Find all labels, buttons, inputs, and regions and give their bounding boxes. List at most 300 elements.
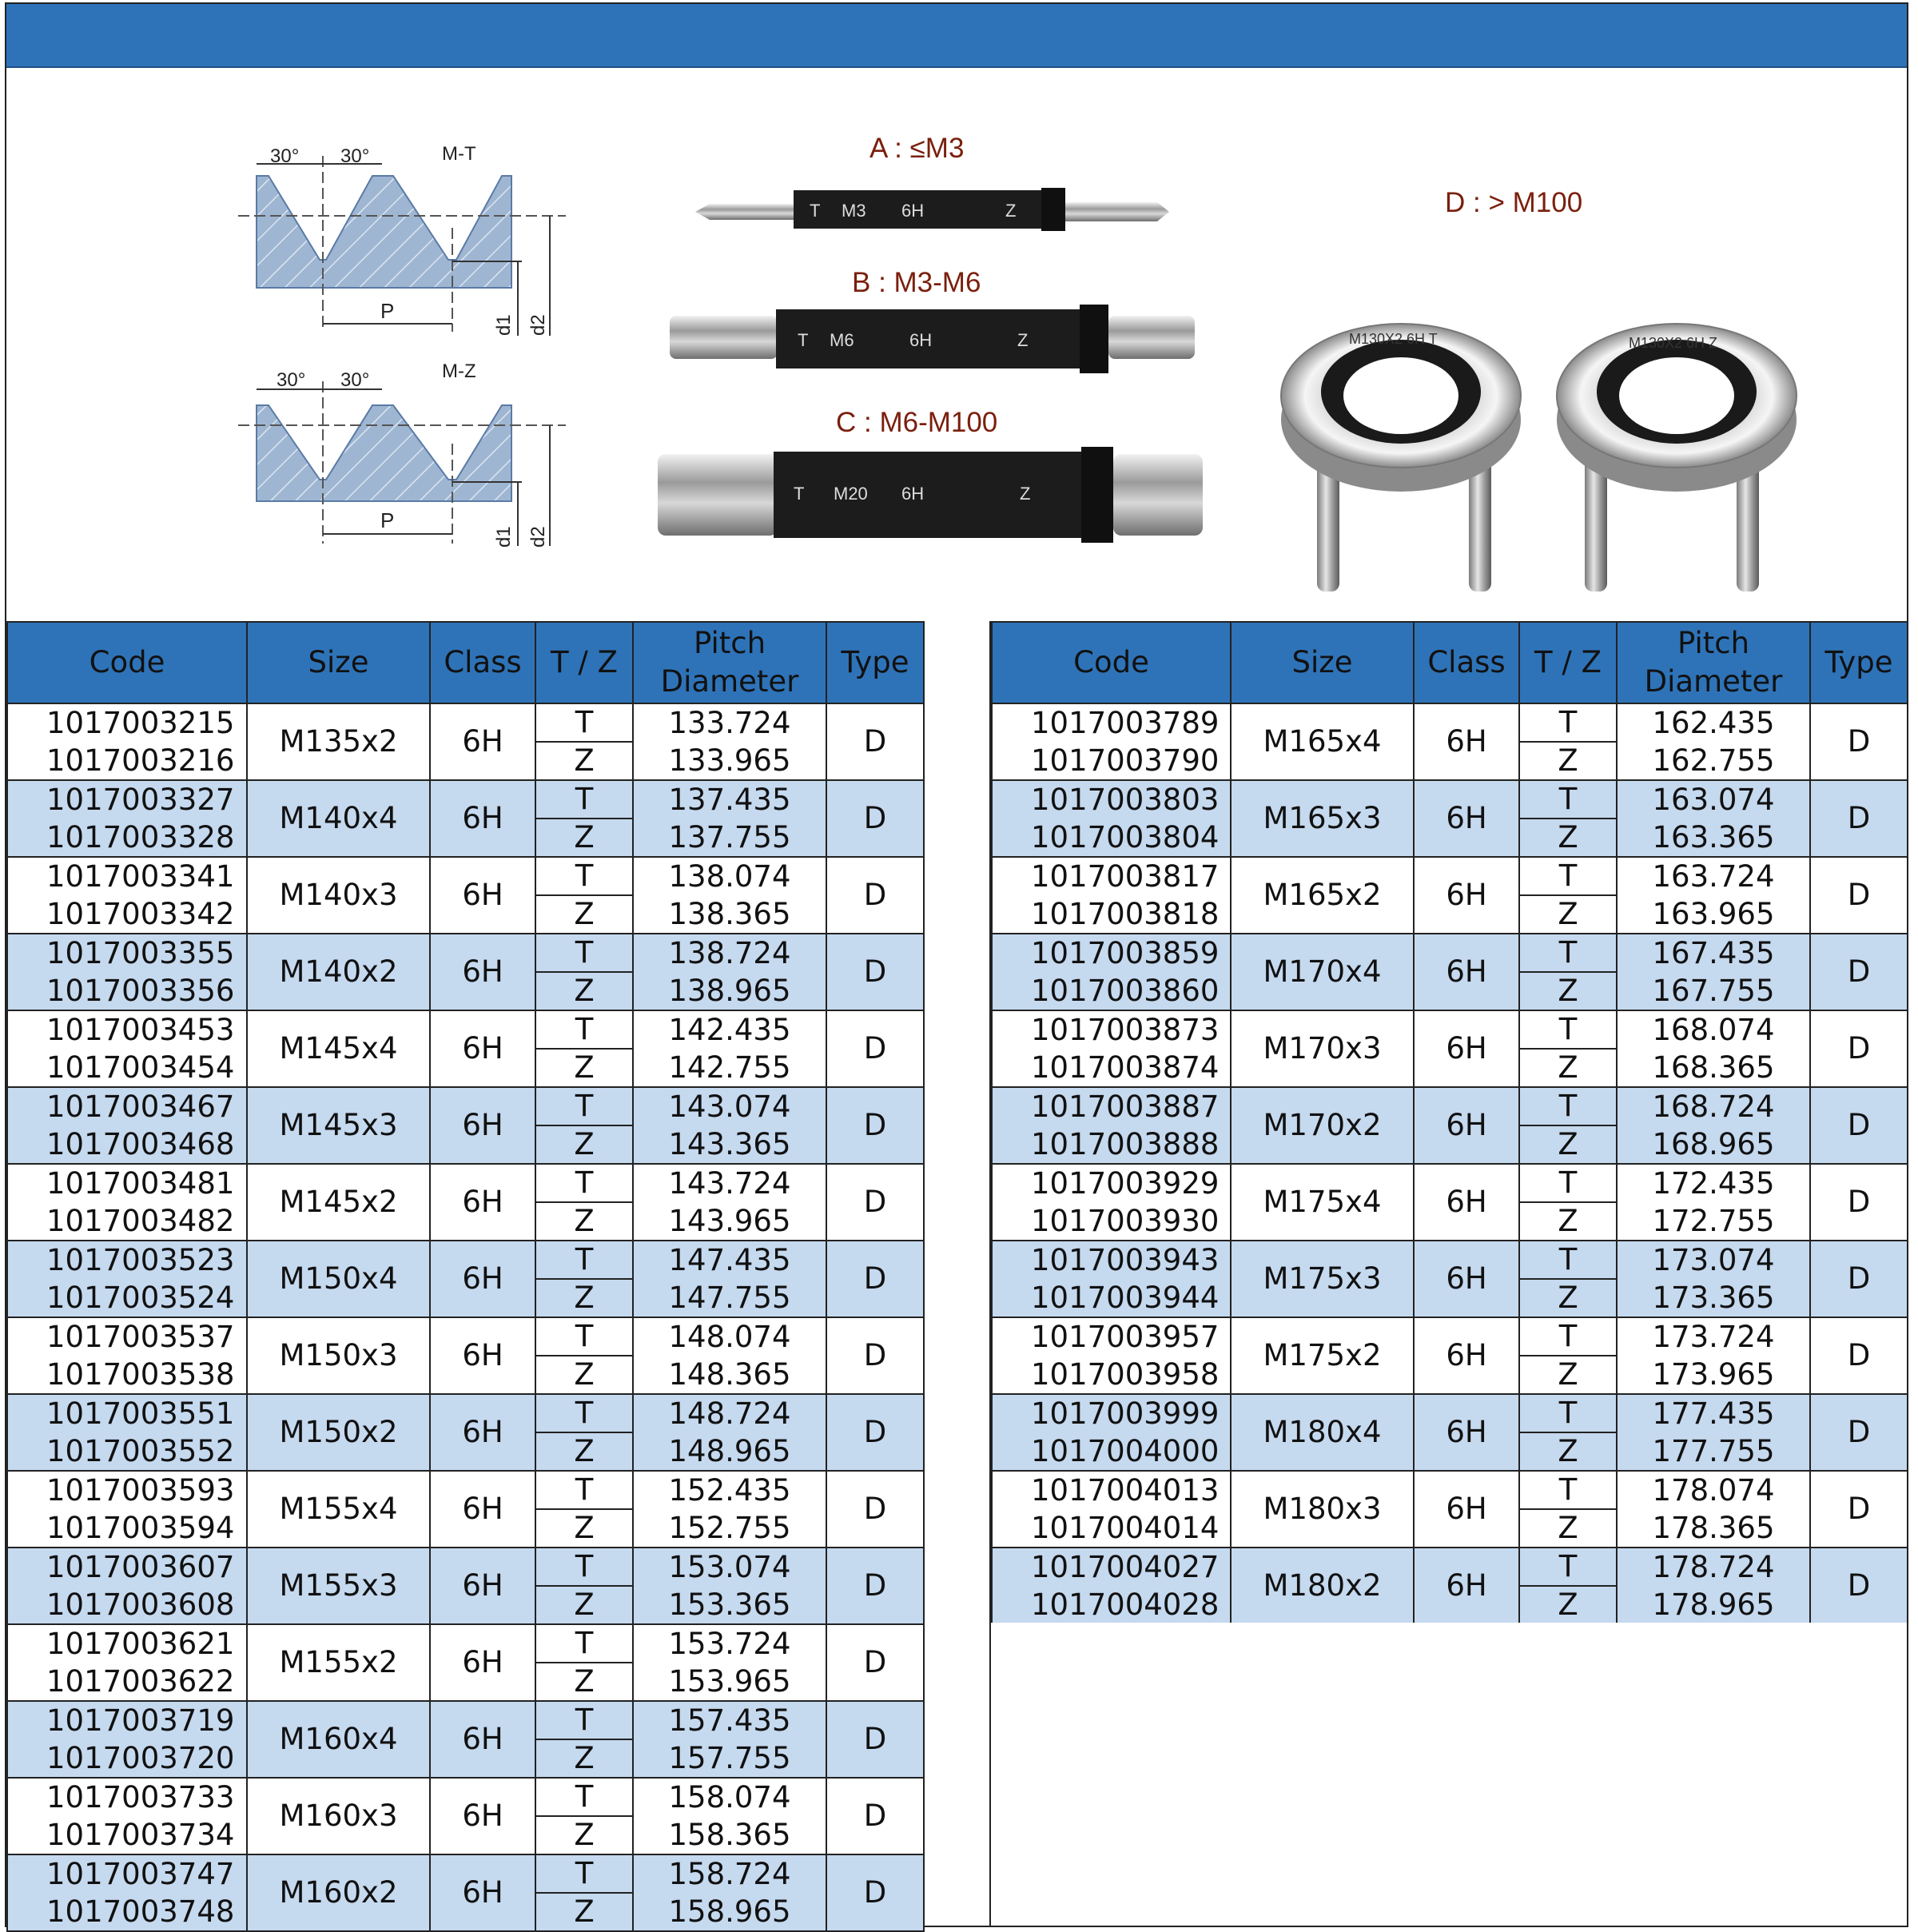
size-cell: M175x2 (1231, 1317, 1414, 1394)
tz-cell: T (535, 1701, 633, 1739)
pitch-diameter-cell: 167.435 (1617, 934, 1810, 972)
tz-cell: Z (1519, 742, 1617, 780)
pitch-diameter-cell: 163.965 (1617, 895, 1810, 934)
tz-cell: T (1519, 703, 1617, 742)
size-cell: M175x3 (1231, 1241, 1414, 1317)
code-cell: 1017003817 (992, 857, 1231, 895)
table-row (7, 1624, 924, 1663)
class-cell: 6H (1414, 1394, 1519, 1471)
thread-t-angle-right: 30° (340, 145, 370, 167)
pitch-diameter-cell: 168.365 (1617, 1049, 1810, 1087)
gauge-d-ring-z: M130X2 6H Z (1629, 335, 1718, 351)
class-cell: 6H (430, 1241, 535, 1317)
tz-cell: Z (535, 895, 633, 934)
code-cell: 1017003957 (992, 1317, 1231, 1356)
thread-z-name: M-Z (442, 361, 476, 382)
class-cell: 6H (1414, 703, 1519, 780)
table-row (992, 1548, 1908, 1586)
size-cell: M180x2 (1231, 1548, 1414, 1624)
col-header-tz: T / Z (1519, 622, 1617, 703)
class-cell: 6H (1414, 1471, 1519, 1548)
size-cell: M175x4 (1231, 1164, 1414, 1241)
tz-cell: T (535, 1854, 633, 1893)
tz-cell: Z (1519, 1202, 1617, 1241)
code-cell: 1017003803 (992, 780, 1231, 819)
pitch-diameter-cell: 148.965 (633, 1432, 826, 1471)
col-header-size: Size (1231, 622, 1414, 703)
class-cell: 6H (430, 1087, 535, 1164)
type-cell: D (1810, 1241, 1908, 1317)
code-cell: 1017003454 (7, 1049, 247, 1087)
code-cell: 1017003481 (7, 1164, 247, 1202)
size-cell: M155x2 (247, 1624, 430, 1701)
pitch-diameter-cell: 177.755 (1617, 1432, 1810, 1471)
table-row (992, 1164, 1908, 1202)
pitch-diameter-cell: 168.724 (1617, 1087, 1810, 1125)
size-cell: M170x2 (1231, 1087, 1414, 1164)
table-row (992, 1241, 1908, 1279)
type-cell: D (826, 1854, 924, 1931)
type-cell: D (826, 1394, 924, 1471)
type-cell: D (1810, 1317, 1908, 1394)
code-cell: 1017003860 (992, 972, 1231, 1010)
tz-cell: Z (535, 1125, 633, 1164)
pitch-diameter-cell: 138.365 (633, 895, 826, 934)
code-cell: 1017003733 (7, 1778, 247, 1816)
gauge-c-mark-class: 6H (901, 484, 925, 504)
code-cell: 1017003874 (992, 1049, 1231, 1087)
diagram-svg (6, 68, 1907, 621)
code-cell: 1017003537 (7, 1317, 247, 1356)
size-cell: M140x2 (247, 934, 430, 1010)
size-cell: M145x3 (247, 1087, 430, 1164)
type-cell: D (1810, 780, 1908, 857)
pitch-diameter-cell: 143.965 (633, 1202, 826, 1241)
class-cell: 6H (430, 703, 535, 780)
class-cell: 6H (1414, 1317, 1519, 1394)
size-cell: M165x2 (1231, 857, 1414, 934)
col-header-code: Code (7, 622, 247, 703)
tz-cell: Z (535, 1509, 633, 1548)
tz-cell: T (535, 934, 633, 972)
class-cell: 6H (430, 1394, 535, 1471)
table-row (992, 1394, 1908, 1432)
pitch-diameter-cell: 162.755 (1617, 742, 1810, 780)
code-cell: 1017004014 (992, 1509, 1231, 1548)
tz-cell: Z (1519, 1432, 1617, 1471)
tz-cell: Z (1519, 895, 1617, 934)
table-row (7, 780, 924, 819)
tz-cell: T (1519, 857, 1617, 895)
code-cell: 1017003608 (7, 1586, 247, 1624)
table-row (7, 1471, 924, 1509)
tz-cell: T (1519, 1241, 1617, 1279)
gauge-d-label: D : > M100 (1445, 187, 1583, 218)
tz-cell: T (1519, 1010, 1617, 1049)
code-cell: 1017003888 (992, 1125, 1231, 1164)
tz-cell: T (1519, 1394, 1617, 1432)
class-cell: 6H (430, 780, 535, 857)
pitch-diameter-cell: 143.365 (633, 1125, 826, 1164)
class-cell: 6H (430, 1624, 535, 1701)
type-cell: D (826, 1701, 924, 1778)
pitch-diameter-cell: 153.074 (633, 1548, 826, 1586)
pitch-diameter-cell: 138.724 (633, 934, 826, 972)
size-cell: M170x4 (1231, 934, 1414, 1010)
code-cell: 1017003943 (992, 1241, 1231, 1279)
pitch-diameter-cell: 148.724 (633, 1394, 826, 1432)
gauge-a-mark-t: T (810, 201, 821, 221)
size-cell: M160x3 (247, 1778, 430, 1854)
tz-cell: T (535, 1778, 633, 1816)
pitch-diameter-cell: 173.724 (1617, 1317, 1810, 1356)
class-cell: 6H (430, 1164, 535, 1241)
code-cell: 1017003327 (7, 780, 247, 819)
code-cell: 1017003621 (7, 1624, 247, 1663)
code-cell: 1017003607 (7, 1548, 247, 1586)
pitch-diameter-cell: 142.755 (633, 1049, 826, 1087)
code-cell: 1017003523 (7, 1241, 247, 1279)
size-cell: M140x4 (247, 780, 430, 857)
table-header-row (992, 622, 1908, 703)
pitch-diameter-cell: 138.965 (633, 972, 826, 1010)
class-cell: 6H (430, 934, 535, 1010)
type-cell: D (826, 1624, 924, 1701)
tz-cell: Z (535, 1663, 633, 1701)
code-cell: 1017003341 (7, 857, 247, 895)
code-cell: 1017003328 (7, 819, 247, 857)
pitch-diameter-cell: 168.074 (1617, 1010, 1810, 1049)
class-cell: 6H (1414, 780, 1519, 857)
tz-cell: Z (535, 819, 633, 857)
table-gap (923, 621, 991, 1926)
tz-cell: T (1519, 1087, 1617, 1125)
thread-t-angle-left: 30° (270, 145, 300, 167)
type-cell: D (826, 1317, 924, 1394)
pitch-diameter-cell: 138.074 (633, 857, 826, 895)
tz-cell: Z (1519, 972, 1617, 1010)
thread-t-pitch: P (380, 299, 395, 323)
header-banner (6, 4, 1907, 68)
type-cell: D (1810, 703, 1908, 780)
type-cell: D (826, 703, 924, 780)
tz-cell: Z (535, 742, 633, 780)
code-cell: 1017003467 (7, 1087, 247, 1125)
type-cell: D (826, 1778, 924, 1854)
code-cell: 1017003818 (992, 895, 1231, 934)
pitch-diameter-cell: 133.965 (633, 742, 826, 780)
size-cell: M155x4 (247, 1471, 430, 1548)
pitch-diameter-cell: 157.755 (633, 1739, 826, 1778)
pitch-diameter-cell: 137.755 (633, 819, 826, 857)
type-cell: D (826, 857, 924, 934)
thread-z-d1: d1 (493, 526, 515, 548)
code-cell: 1017003887 (992, 1087, 1231, 1125)
pitch-diameter-cell: 157.435 (633, 1701, 826, 1739)
gauge-c-mark-t: T (794, 484, 805, 504)
code-cell: 1017003873 (992, 1010, 1231, 1049)
thread-diagram-t (238, 143, 566, 336)
pitch-diameter-cell: 153.724 (633, 1624, 826, 1663)
pitch-diameter-cell: 133.724 (633, 703, 826, 742)
class-cell: 6H (1414, 1087, 1519, 1164)
gauge-a-mark-class: 6H (901, 201, 925, 221)
tz-cell: Z (1519, 1125, 1617, 1164)
table-row (7, 1854, 924, 1893)
thread-z-d2: d2 (527, 526, 549, 548)
size-cell: M165x3 (1231, 780, 1414, 857)
code-cell: 1017003804 (992, 819, 1231, 857)
pitch-diameter-cell: 147.435 (633, 1241, 826, 1279)
code-cell: 1017003789 (992, 703, 1231, 742)
pitch-diameter-cell: 148.074 (633, 1317, 826, 1356)
type-cell: D (826, 1010, 924, 1087)
gauge-a (695, 133, 1169, 231)
pitch-diameter-cell: 177.435 (1617, 1394, 1810, 1432)
code-cell: 1017003538 (7, 1356, 247, 1394)
size-cell: M180x4 (1231, 1394, 1414, 1471)
tz-cell: Z (1519, 1049, 1617, 1087)
code-cell: 1017003552 (7, 1432, 247, 1471)
col-header-code: Code (992, 622, 1231, 703)
pitch-diameter-cell: 143.074 (633, 1087, 826, 1125)
tz-cell: T (1519, 1164, 1617, 1202)
thread-diagram-z (238, 361, 566, 548)
table-row (7, 1241, 924, 1279)
pitch-diameter-cell: 152.435 (633, 1471, 826, 1509)
right-spec-table (991, 621, 1908, 1625)
tz-cell: T (1519, 1548, 1617, 1586)
table-row (7, 1548, 924, 1586)
gauge-a-label: A : ≤M3 (869, 133, 965, 164)
type-cell: D (1810, 1164, 1908, 1241)
size-cell: M155x3 (247, 1548, 430, 1624)
table-row (7, 1164, 924, 1202)
gauge-a-mark-size: M3 (842, 201, 866, 221)
class-cell: 6H (1414, 1164, 1519, 1241)
type-cell: D (826, 1548, 924, 1624)
left-spec-table (6, 621, 925, 1932)
pitch-diameter-cell: 147.755 (633, 1279, 826, 1317)
tz-cell: Z (535, 1739, 633, 1778)
size-cell: M145x4 (247, 1010, 430, 1087)
code-cell: 1017003551 (7, 1394, 247, 1432)
pitch-diameter-cell: 178.074 (1617, 1471, 1810, 1509)
pitch-diameter-cell: 163.724 (1617, 857, 1810, 895)
gauge-b-mark-z: Z (1017, 330, 1029, 350)
tz-cell: Z (535, 1816, 633, 1854)
thread-z-pitch: P (380, 508, 395, 532)
size-cell: M140x3 (247, 857, 430, 934)
tz-cell: T (535, 1394, 633, 1432)
thread-t-d1: d1 (493, 314, 515, 336)
gauge-c (658, 407, 1203, 543)
class-cell: 6H (430, 1471, 535, 1548)
class-cell: 6H (1414, 1010, 1519, 1087)
table-row (992, 1317, 1908, 1356)
table-row (7, 1778, 924, 1816)
tz-cell: Z (1519, 1509, 1617, 1548)
tz-cell: T (535, 1624, 633, 1663)
tz-cell: Z (535, 1202, 633, 1241)
pitch-diameter-cell: 148.365 (633, 1356, 826, 1394)
code-cell: 1017003342 (7, 895, 247, 934)
pitch-diameter-cell: 173.965 (1617, 1356, 1810, 1394)
pitch-diameter-cell: 172.435 (1617, 1164, 1810, 1202)
code-cell: 1017003859 (992, 934, 1231, 972)
table-row (7, 1010, 924, 1049)
code-cell: 1017003734 (7, 1816, 247, 1854)
table-row (7, 1317, 924, 1356)
right-table-filler (991, 1623, 1907, 1926)
tz-cell: T (535, 1548, 633, 1586)
code-cell: 1017004027 (992, 1548, 1231, 1586)
pitch-diameter-cell: 153.965 (633, 1663, 826, 1701)
pitch-diameter-cell: 158.365 (633, 1816, 826, 1854)
table-row (992, 934, 1908, 972)
type-cell: D (1810, 1087, 1908, 1164)
type-cell: D (1810, 1394, 1908, 1471)
table-row (7, 934, 924, 972)
pitch-diameter-cell: 137.435 (633, 780, 826, 819)
table-row (992, 703, 1908, 742)
gauge-c-label: C : M6-M100 (836, 407, 998, 438)
tz-cell: T (1519, 934, 1617, 972)
gauge-d (1281, 187, 1797, 592)
col-header-class: Class (430, 622, 535, 703)
pitch-diameter-cell: 163.074 (1617, 780, 1810, 819)
gauge-d-ring-t: M130X2 6H T (1349, 331, 1438, 347)
code-cell: 1017003930 (992, 1202, 1231, 1241)
code-cell: 1017003748 (7, 1893, 247, 1931)
pitch-diameter-cell: 172.755 (1617, 1202, 1810, 1241)
type-cell: D (826, 780, 924, 857)
code-cell: 1017003216 (7, 742, 247, 780)
pitch-diameter-cell: 163.365 (1617, 819, 1810, 857)
tz-cell: Z (1519, 1356, 1617, 1394)
type-cell: D (1810, 1471, 1908, 1548)
gauge-c-mark-z: Z (1020, 484, 1031, 504)
pitch-diameter-cell: 158.965 (633, 1893, 826, 1931)
type-cell: D (826, 1471, 924, 1548)
gauge-b-mark-size: M6 (830, 330, 854, 350)
class-cell: 6H (1414, 857, 1519, 934)
tz-cell: T (535, 1164, 633, 1202)
tz-cell: Z (535, 1432, 633, 1471)
pitch-diameter-cell: 167.755 (1617, 972, 1810, 1010)
code-cell: 1017003790 (992, 742, 1231, 780)
table-row (992, 1087, 1908, 1125)
size-cell: M150x2 (247, 1394, 430, 1471)
tz-cell: T (1519, 1471, 1617, 1509)
tz-cell: Z (1519, 1279, 1617, 1317)
size-cell: M160x2 (247, 1854, 430, 1931)
type-cell: D (1810, 1010, 1908, 1087)
pitch-diameter-cell: 158.724 (633, 1854, 826, 1893)
tz-cell: Z (535, 1279, 633, 1317)
code-cell: 1017003355 (7, 934, 247, 972)
pitch-diameter-cell: 143.724 (633, 1164, 826, 1202)
table-row (992, 780, 1908, 819)
col-header-pitch-diameter: Pitch Diameter (1617, 622, 1810, 703)
class-cell: 6H (430, 857, 535, 934)
tz-cell: T (535, 857, 633, 895)
size-cell: M145x2 (247, 1164, 430, 1241)
code-cell: 1017003215 (7, 703, 247, 742)
class-cell: 6H (1414, 1548, 1519, 1624)
tz-cell: T (1519, 1317, 1617, 1356)
class-cell: 6H (430, 1854, 535, 1931)
table-header-row (7, 622, 924, 703)
thread-t-name: M-T (442, 143, 476, 165)
pitch-diameter-cell: 173.074 (1617, 1241, 1810, 1279)
table-row (992, 857, 1908, 895)
code-cell: 1017003747 (7, 1854, 247, 1893)
class-cell: 6H (430, 1701, 535, 1778)
type-cell: D (826, 1087, 924, 1164)
tz-cell: T (535, 1471, 633, 1509)
gauge-b-label: B : M3-M6 (852, 267, 981, 298)
pitch-diameter-cell: 178.365 (1617, 1509, 1810, 1548)
tz-cell: Z (1519, 819, 1617, 857)
type-cell: D (1810, 934, 1908, 1010)
tz-cell: Z (535, 1356, 633, 1394)
size-cell: M180x3 (1231, 1471, 1414, 1548)
size-cell: M135x2 (247, 703, 430, 780)
size-cell: M160x4 (247, 1701, 430, 1778)
col-header-tz: T / Z (535, 622, 633, 703)
class-cell: 6H (430, 1548, 535, 1624)
code-cell: 1017003999 (992, 1394, 1231, 1432)
code-cell: 1017004028 (992, 1586, 1231, 1624)
tz-cell: T (535, 1087, 633, 1125)
code-cell: 1017003468 (7, 1125, 247, 1164)
pitch-diameter-cell: 178.965 (1617, 1586, 1810, 1624)
col-header-size: Size (247, 622, 430, 703)
diagram-area (6, 68, 1907, 623)
tz-cell: Z (535, 1049, 633, 1087)
code-cell: 1017003622 (7, 1663, 247, 1701)
type-cell: D (826, 1164, 924, 1241)
col-header-type: Type (826, 622, 924, 703)
tz-cell: T (535, 1241, 633, 1279)
code-cell: 1017003356 (7, 972, 247, 1010)
pitch-diameter-cell: 178.724 (1617, 1548, 1810, 1586)
pitch-diameter-cell: 142.435 (633, 1010, 826, 1049)
code-cell: 1017003482 (7, 1202, 247, 1241)
table-row (7, 1087, 924, 1125)
size-cell: M150x3 (247, 1317, 430, 1394)
pitch-diameter-cell: 158.074 (633, 1778, 826, 1816)
code-cell: 1017003593 (7, 1471, 247, 1509)
tz-cell: Z (535, 1893, 633, 1931)
pitch-diameter-cell: 168.965 (1617, 1125, 1810, 1164)
code-cell: 1017004000 (992, 1432, 1231, 1471)
code-cell: 1017003929 (992, 1164, 1231, 1202)
pitch-diameter-cell: 173.365 (1617, 1279, 1810, 1317)
col-header-pitch-diameter: Pitch Diameter (633, 622, 826, 703)
size-cell: M170x3 (1231, 1010, 1414, 1087)
gauge-b-mark-t: T (798, 330, 809, 350)
size-cell: M165x4 (1231, 703, 1414, 780)
gauge-b (670, 267, 1195, 373)
tz-cell: Z (535, 1586, 633, 1624)
tz-cell: Z (1519, 1586, 1617, 1624)
code-cell: 1017003524 (7, 1279, 247, 1317)
size-cell: M150x4 (247, 1241, 430, 1317)
table-row (7, 703, 924, 742)
table-row (992, 1010, 1908, 1049)
